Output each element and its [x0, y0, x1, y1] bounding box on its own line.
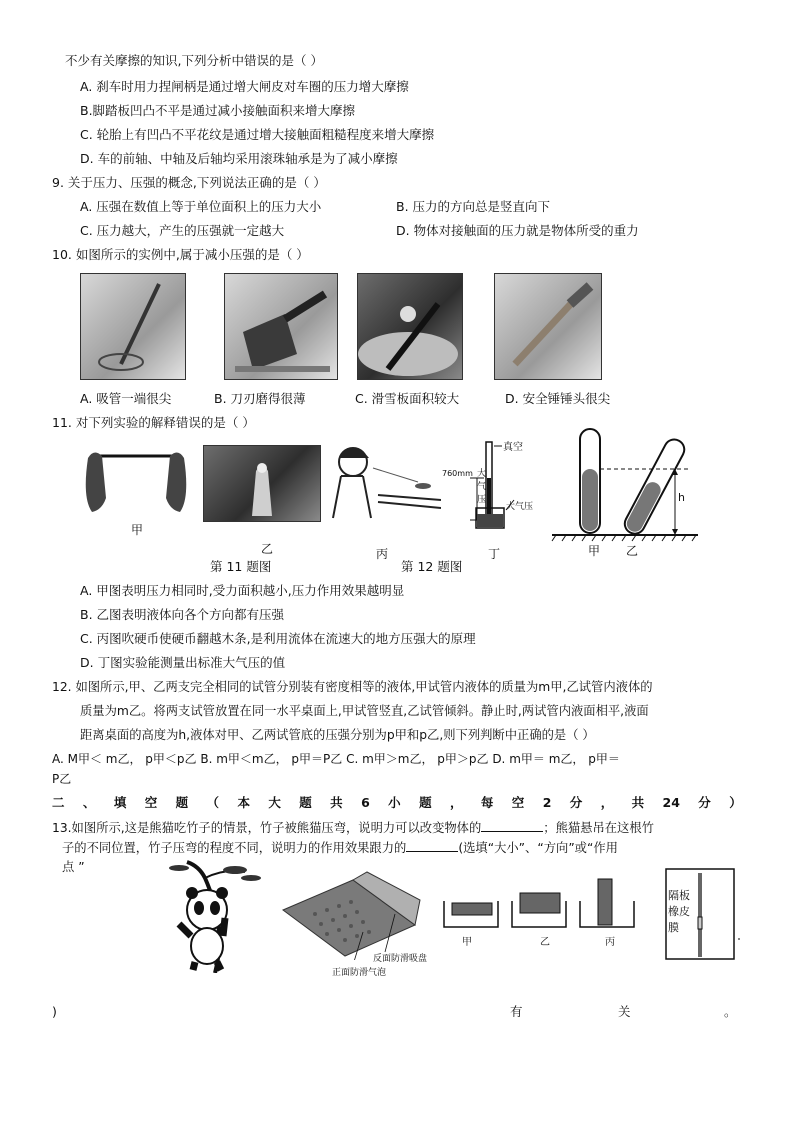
q9-option-b: B. 压力的方向总是竖直向下: [396, 199, 551, 214]
anti-slip-mat-figure: [275, 870, 425, 960]
q8-option-d: D. 车的前轴、中轴及后轴均采用滚珠轴承是为了减小摩擦: [80, 151, 398, 166]
mat-label-back: 反面防滑吸盘: [373, 954, 428, 964]
q13-line-3: 点 ”: [62, 860, 85, 874]
q13-part1: 13.如图所示,这是熊猫吃竹子的情景，竹子被熊猫压弯，说明力可以改变物体的: [52, 821, 482, 835]
q11-option-d: D. 丁图实验能测量出标准大气压的值: [80, 655, 286, 670]
straw-illustration: [81, 274, 185, 379]
section-char: 空: [144, 795, 158, 810]
bottle-photo: [203, 445, 321, 522]
q12-options: A. M甲＜ m乙， p甲＜p乙 B. m甲＜m乙， p甲＝P乙 C. m甲＞m乙， p甲＞p乙 D. m甲＝ m乙， p甲＝: [52, 752, 620, 766]
q13-tail-you: 有: [510, 1004, 523, 1019]
answer-blank-1[interactable]: [481, 818, 543, 832]
fig-label-jia: 甲: [131, 523, 144, 537]
q9-stem: 9. 关于压力、压强的概念,下列说法正确的是（ ）: [52, 175, 326, 190]
section-char: ）: [729, 795, 742, 810]
q10-option-c: C. 滑雪板面积较大: [355, 391, 460, 406]
section-char: 分: [698, 795, 711, 810]
tube-label-yi: 乙: [626, 544, 639, 558]
test-tubes-figure: [550, 425, 700, 545]
q10-option-d: D. 安全锤锤头很尖: [505, 391, 611, 406]
straw-photo: [80, 273, 186, 380]
ski-photo: [357, 273, 463, 380]
q13-line2a: 子的不同位置，竹子压弯的程度不同，说明力的作用效果跟力的: [62, 841, 407, 855]
section-char: 题: [299, 795, 312, 810]
section-char: 大: [268, 795, 281, 810]
section-char: 小: [388, 795, 401, 810]
hands-pencil-figure: [80, 438, 192, 518]
knife-photo: [224, 273, 338, 380]
q8-option-a: A. 刹车时用力捏闸柄是通过增大闸皮对车圈的压力增大摩擦: [80, 79, 409, 94]
blocks-sand-figure: [440, 875, 640, 935]
q11-option-c: C. 丙图吹硬币使硬币翻越木条,是利用流体在流速大的地方压强大的原理: [80, 631, 476, 646]
q11-stem: 11. 对下列实验的解释错误的是（ ）: [52, 415, 255, 430]
q12-line-1: 12. 如图所示,甲、乙两支完全相同的试管分别装有密度相等的液体,甲试管内液体的质量为m甲,乙试管内液体的: [52, 680, 653, 694]
section-char: 填: [113, 795, 127, 810]
hammer-illustration: [495, 274, 601, 379]
q9-option-d: D. 物体对接触面的压力就是物体所受的重力: [396, 223, 639, 238]
q9-option-c: C. 压力越大，产生的压强就一定越大: [80, 223, 285, 238]
q11-option-a: A. 甲图表明压力相同时,受力面积越小,压力作用效果越明显: [80, 583, 405, 598]
vacuum-label: 真空: [503, 442, 523, 453]
block-label-yi: 乙: [540, 937, 550, 948]
mat-label-front: 正面防滑气泡: [332, 968, 387, 978]
knife-illustration: [225, 274, 337, 379]
bottle-illustration: [204, 446, 320, 521]
ski-illustration: [358, 274, 462, 379]
section-char: 共: [631, 795, 645, 810]
q13-line2b: (选填“大小”、“方向”或“作用: [458, 841, 618, 855]
section-char: 6: [361, 795, 370, 810]
block-label-bing: 丙: [605, 937, 615, 948]
section-char: 二: [52, 795, 65, 810]
q11-option-b: B. 乙图表明液体向各个方向都有压强: [80, 607, 285, 622]
fig-label-ding: 丁: [488, 547, 501, 561]
section-char: 题: [175, 795, 189, 810]
atm-right-label: 大气压: [506, 502, 534, 512]
q13-line-2: [62, 838, 618, 857]
q13-line-1: [52, 818, 654, 837]
fig-label-bing: 丙: [376, 547, 389, 561]
atm-vertical-1: 大: [477, 469, 487, 479]
q12-line-3: 距离桌面的高度为h,液体对甲、乙两试管底的压强分别为p甲和p乙,则下列判断中正确的是（ ）: [80, 728, 595, 742]
fig-label-yi: 乙: [261, 542, 274, 556]
container-label-2: 橡皮: [668, 905, 690, 918]
section-char: 2: [542, 795, 552, 810]
container-label-3: 膜: [668, 921, 679, 934]
q12-options-tail: P乙: [52, 772, 72, 786]
torricelli-figure: [440, 438, 540, 538]
container-label-1: 隔板: [668, 889, 690, 902]
section-char: 24: [662, 795, 680, 810]
section-char: 题: [419, 795, 432, 810]
section-char: 空: [511, 795, 525, 810]
section-char: 分: [569, 795, 583, 810]
section-char: 每: [480, 795, 494, 810]
q13-tail-period: 。: [724, 1004, 737, 1019]
section-2-heading: [52, 794, 742, 812]
tube-label-jia: 甲: [588, 544, 601, 558]
answer-blank-2[interactable]: [406, 838, 458, 852]
container-label: [668, 888, 690, 936]
section-char: （: [206, 795, 220, 810]
section-char: 、: [82, 795, 96, 810]
q10-option-a: A. 吸管一端很尖: [80, 391, 172, 406]
q8-stem: 不少有关摩擦的知识,下列分析中错误的是（ ）: [65, 53, 323, 68]
girl-blowing-figure: [323, 440, 441, 520]
section-char: 共: [330, 795, 343, 810]
section-char: 本: [237, 795, 250, 810]
section-char: ，: [449, 795, 463, 810]
atm-vertical-2: 气: [477, 482, 487, 492]
atm-vertical-3: 压: [477, 495, 487, 505]
hammer-photo: [494, 273, 602, 380]
panda-bamboo-figure: [165, 858, 270, 973]
q13-tail-paren: ): [52, 1004, 57, 1019]
q9-option-a: A. 压强在数值上等于单位面积上的压力大小: [80, 199, 322, 214]
fig-caption-12: 第 12 题图: [401, 559, 463, 574]
tube-h-label: h: [678, 491, 685, 504]
q10-option-b: B. 刀刃磨得很薄: [214, 391, 306, 406]
q10-stem: 10. 如图所示的实例中,属于减小压强的是（ ）: [52, 247, 309, 262]
block-label-jia: 甲: [462, 937, 472, 948]
section-char: ，: [600, 795, 614, 810]
q8-option-c: C. 轮胎上有凹凸不平花纹是通过增大接触面粗糙程度来增大摩擦: [80, 127, 435, 142]
q13-part2: ；熊猫悬吊在这根竹: [543, 821, 654, 835]
q12-line-2: 质量为m乙。将两支试管放置在同一水平桌面上,甲试管竖直,乙试管倾斜。静止时,两试管内液面相平,液面: [80, 704, 649, 718]
q13-tail-guan: 关: [618, 1004, 631, 1019]
fig-caption-11: 第 11 题图: [210, 559, 272, 574]
q8-option-b: B.脚踏板凹凸不平是通过减小接触面积来增大摩擦: [80, 103, 356, 118]
height-760-label: 760mm: [442, 469, 473, 478]
